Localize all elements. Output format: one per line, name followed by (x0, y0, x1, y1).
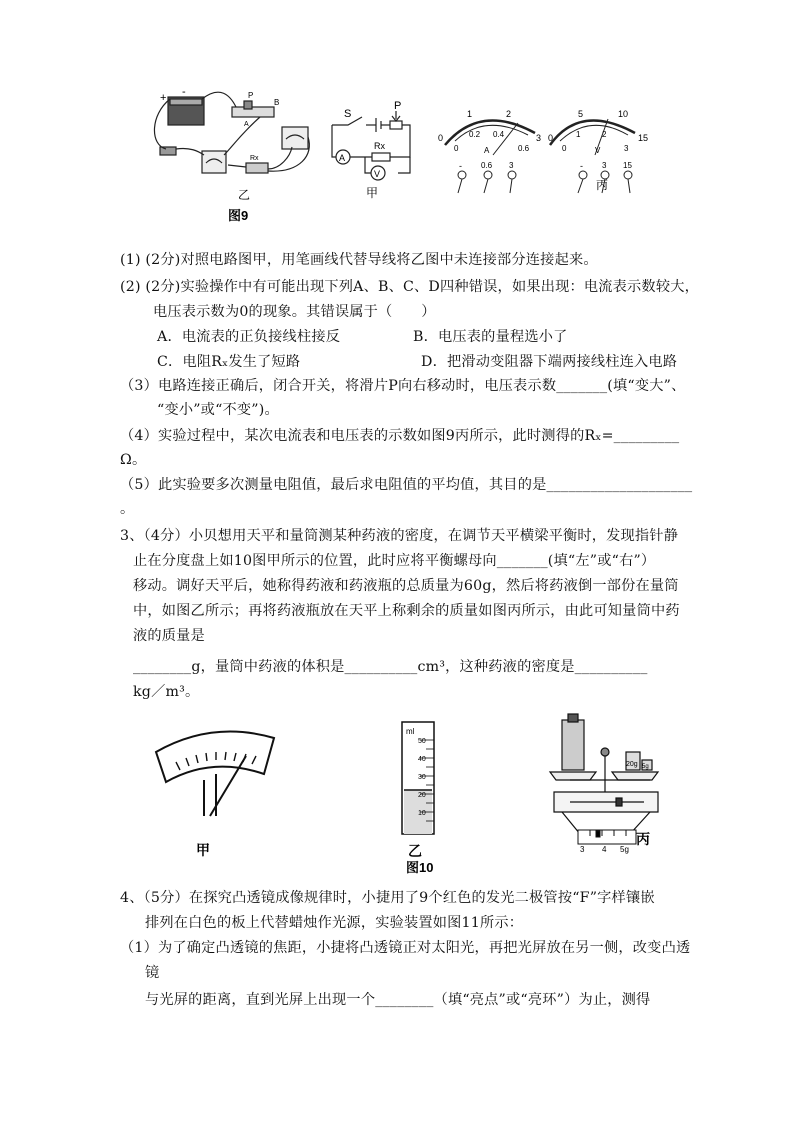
voltmeter-terminal-neg: - (580, 161, 583, 171)
circuit-rx: Rx (374, 141, 385, 151)
figure-9 (140, 85, 649, 225)
cylinder-tick-30: 30 (418, 774, 426, 781)
photo-a: A (244, 121, 249, 128)
voltmeter-top-10: 10 (618, 109, 629, 119)
figure10-label-yi: 乙 (408, 843, 422, 859)
ammeter-unit: A (484, 146, 490, 155)
voltmeter-dial (550, 119, 635, 193)
q2-part3-line1: （3）电路连接正确后，闭合开关，将滑片P向右移动时，电压表示数_______(填“变大”、 (120, 378, 686, 394)
q2-part5-line2: 。 (120, 501, 135, 517)
circuit-s: S (344, 108, 352, 120)
q3-line6: ________g，量筒中药液的体积是__________cm³，这种药液的密度是__________ (133, 659, 648, 675)
figure-10 (150, 712, 660, 877)
rider-scale (578, 830, 636, 844)
figure9-caption: 图9 (228, 208, 249, 223)
ammeter-terminal-3: 3 (509, 161, 514, 170)
ammeter-terminal-06: 0.6 (481, 161, 493, 170)
balance-scale-dial (156, 732, 274, 816)
circuit-p: P (394, 100, 402, 112)
figure9-label-jia: 甲 (366, 186, 379, 200)
voltmeter-bottom-2: 2 (602, 130, 607, 139)
figure10-label-bing: 丙 (636, 831, 650, 847)
voltmeter-top-0: 0 (548, 133, 554, 143)
ammeter-top-2: 2 (506, 109, 512, 119)
voltmeter-bottom-1: 1 (576, 130, 581, 139)
q2-option-d: D．把滑动变阻器下端两接线柱连入电路 (421, 354, 678, 370)
ammeter-bottom-2: 0.4 (493, 130, 505, 139)
cylinder-unit: ml (406, 727, 415, 736)
q4-line2: 排列在白色的板上代替蜡烛作光源，实验装置如图11所示： (145, 915, 524, 931)
voltmeter-bottom-0: 0 (562, 144, 567, 153)
voltmeter-top-5: 5 (578, 109, 584, 119)
rider-tick-4: 4 (602, 845, 607, 854)
q3-line3: 移动。调好天平后，她称得药液和药液瓶的总质量为60g，然后将药液倒一部份在量筒 (133, 578, 679, 594)
balance-with-bottle (550, 714, 658, 834)
q2-part2-line1: (2) (2分)实验操作中有可能出现下列A、B、C、D四种错误，如果出现：电流表示数较大， (120, 279, 699, 295)
rider-tick-5g: 5g (620, 845, 629, 854)
q2-option-c: C．电阻Rₓ发生了短路 (157, 354, 301, 370)
ammeter-bottom-1: 0.2 (469, 130, 481, 139)
q4-line1: 4、（5分）在探究凸透镜成像规律时，小捷用了9个红色的发光二极管按“F”字样镶嵌 (120, 890, 655, 906)
q4-line5: 与光屏的距离，直到光屏上出现一个________（填“亮点”或“亮环”）为止，测得 (145, 992, 651, 1008)
cylinder-tick-20: 20 (418, 792, 426, 799)
ammeter-top-3: 3 (536, 133, 542, 143)
photo-minus: - (182, 86, 186, 98)
weight-20g: 20g (626, 761, 638, 768)
q2-part5-line1: （5）此实验要多次测量电阻值，最后求电阻值的平均值，其目的是____________________ (120, 477, 693, 493)
photo-b: B (274, 98, 280, 107)
q2-part1: (1) (2分)对照电路图甲，用笔画线代替导线将乙图中未连接部分连接起来。 (120, 252, 598, 268)
ammeter-top-0: 0 (438, 133, 444, 143)
ammeter-top-1: 1 (467, 109, 473, 119)
circuit-v: V (374, 169, 381, 179)
cylinder-tick-10: 10 (418, 810, 426, 817)
voltmeter-unit: V (595, 146, 601, 155)
q2-part2-line2: 电压表示数为0的现象。其错误属于（ ） (153, 304, 436, 320)
voltmeter-top-15: 15 (638, 133, 649, 143)
q2-option-b: B．电压表的量程选小了 (413, 329, 568, 345)
apparatus-photo (154, 86, 309, 173)
voltmeter-terminal-15: 15 (623, 161, 632, 170)
q3-line5: 液的质量是 (133, 628, 205, 644)
ammeter-terminal-neg: - (459, 161, 462, 171)
figure10-caption: 图10 (406, 860, 434, 875)
q4-line3: （1）为了确定凸透镜的焦距，小捷将凸透镜正对太阳光，再把光屏放在另一侧，改变凸透 (120, 940, 691, 956)
q4-line4: 镜 (145, 965, 160, 981)
figure9-label-yi: 乙 (238, 188, 251, 202)
ammeter-bottom-3: 0.6 (518, 144, 530, 153)
q3-line2: 止在分度盘上如10图甲所示的位置，此时应将平衡螺母向_______(填“左”或“右”） (133, 553, 656, 569)
ammeter-dial (445, 121, 535, 194)
weight-5g: 5g (642, 764, 649, 770)
q2-part3-line2: “变小”或“不变”)。 (157, 402, 279, 418)
ammeter-bottom-0: 0 (454, 144, 459, 153)
q3-line4: 中，如图乙所示；再将药液瓶放在天平上称剩余的质量如图丙所示，由此可知量筒中药 (133, 603, 680, 619)
cylinder-tick-50: 50 (418, 738, 426, 745)
q3-line1: 3、（4分）小贝想用天平和量筒测某种药液的密度，在调节天平横梁平衡时，发现指针静 (120, 528, 679, 544)
circuit-diagram (332, 111, 410, 180)
photo-p: P (248, 91, 254, 100)
figure9-label-bing: 丙 (596, 178, 609, 192)
voltmeter-bottom-3: 3 (624, 144, 629, 153)
figure10-label-jia: 甲 (196, 842, 210, 858)
rider-tick-3: 3 (580, 845, 585, 854)
photo-plus: + (160, 92, 167, 104)
voltmeter-terminal-3: 3 (602, 161, 607, 170)
photo-rx: Rx (250, 155, 259, 162)
circuit-a: A (339, 153, 346, 163)
q2-option-a: A．电流表的正负接线柱接反 (157, 329, 341, 345)
q2-part4-line2: Ω。 (120, 452, 147, 468)
q3-line7: kg／m³。 (133, 684, 200, 700)
cylinder-tick-40: 40 (418, 756, 426, 763)
q2-part4-line1: （4）实验过程中，某次电流表和电压表的示数如图9丙所示，此时测得的Rₓ=_________ (120, 428, 680, 444)
